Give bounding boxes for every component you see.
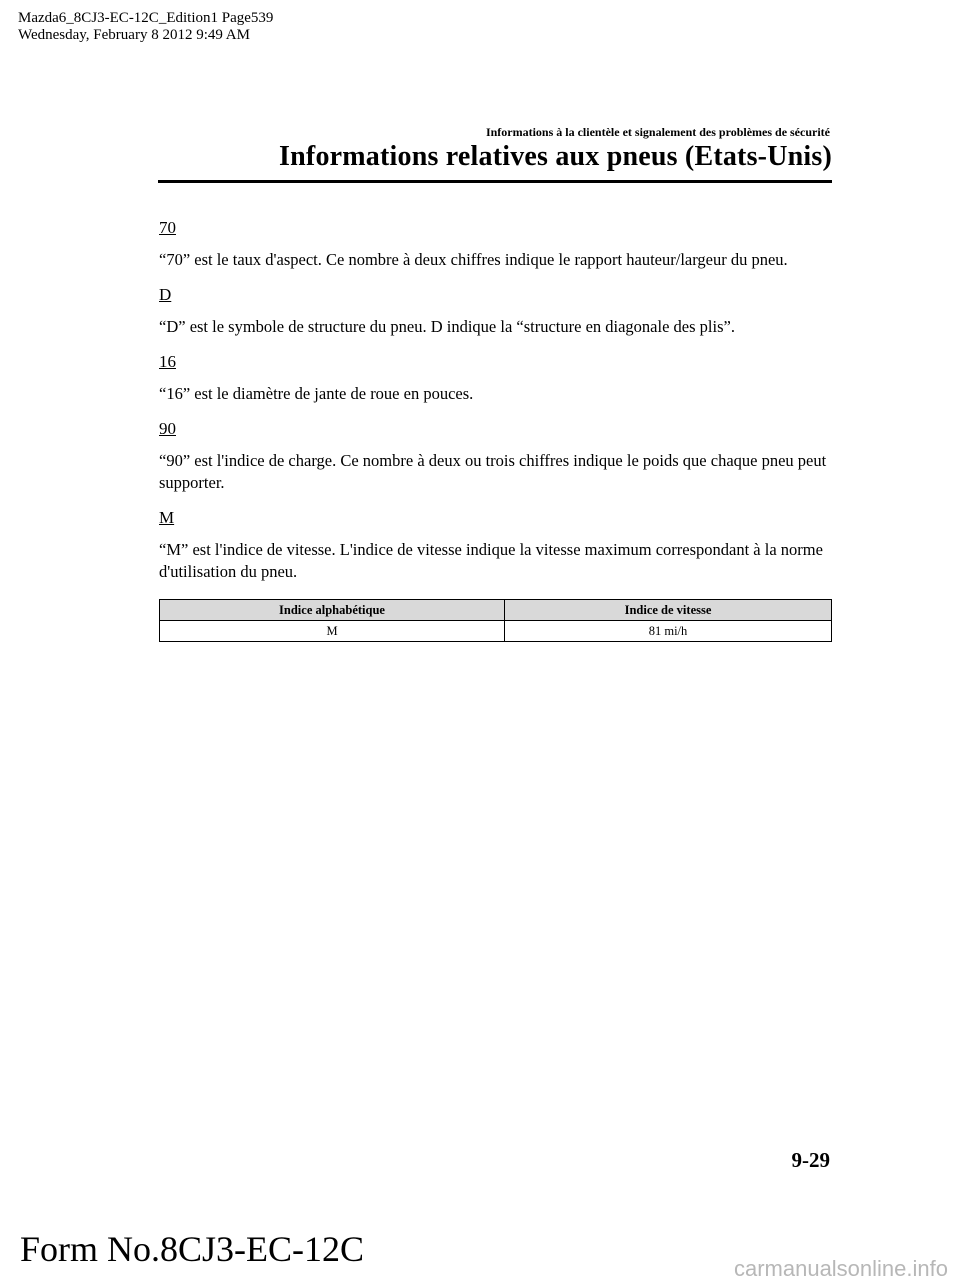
watermark: carmanualsonline.info xyxy=(733,1256,948,1281)
entry-term: D xyxy=(159,285,172,304)
entry-16 xyxy=(159,352,831,405)
table-cell-letter: M xyxy=(160,621,505,642)
entry-term: 70 xyxy=(159,218,176,237)
document-meta xyxy=(18,10,273,44)
entry-description: “16” est le diamètre de jante de roue en pouces. xyxy=(159,384,474,403)
page-title: Informations relatives aux pneus (Etats-Unis) xyxy=(279,141,832,172)
page-number: 9-29 xyxy=(791,1148,830,1172)
main-content xyxy=(159,218,831,642)
table-row xyxy=(160,621,832,642)
column-header-speed: Indice de vitesse xyxy=(505,600,832,621)
entry-m xyxy=(159,508,831,583)
entry-term: M xyxy=(159,508,175,527)
entry-90 xyxy=(159,419,831,494)
column-header-letter: Indice alphabétique xyxy=(160,600,505,621)
entry-description: “90” est l'indice de charge. Ce nombre à deux ou trois chiffres indique le poids que chaque pneu peut supporter. xyxy=(159,451,827,492)
section-subtitle: Informations à la clientèle et signalement des problèmes de sécurité xyxy=(485,125,830,139)
meta-line-date: Wednesday, February 8 2012 9:49 AM xyxy=(18,27,250,43)
form-number: Form No.8CJ3-EC-12C xyxy=(20,1229,365,1269)
entry-description: “D” est le symbole de structure du pneu. D indique la “structure en diagonale des plis”. xyxy=(159,317,735,336)
entry-d xyxy=(159,285,831,338)
entry-description: “70” est le taux d'aspect. Ce nombre à deux chiffres indique le rapport hauteur/largeur du pneu. xyxy=(159,250,788,269)
table-header-row xyxy=(160,600,832,621)
entry-description: “M” est l'indice de vitesse. L'indice de vitesse indique la vitesse maximum correspondant à la norme d'utilisation du pneu. xyxy=(159,540,823,581)
speed-index-table xyxy=(159,599,832,642)
entry-70 xyxy=(159,218,831,271)
entry-term: 90 xyxy=(159,419,176,438)
table-cell-speed: 81 mi/h xyxy=(505,621,832,642)
meta-line-file: Mazda6_8CJ3-EC-12C_Edition1 Page539 xyxy=(18,10,274,26)
title-divider xyxy=(158,180,832,183)
entry-term: 16 xyxy=(159,352,176,371)
